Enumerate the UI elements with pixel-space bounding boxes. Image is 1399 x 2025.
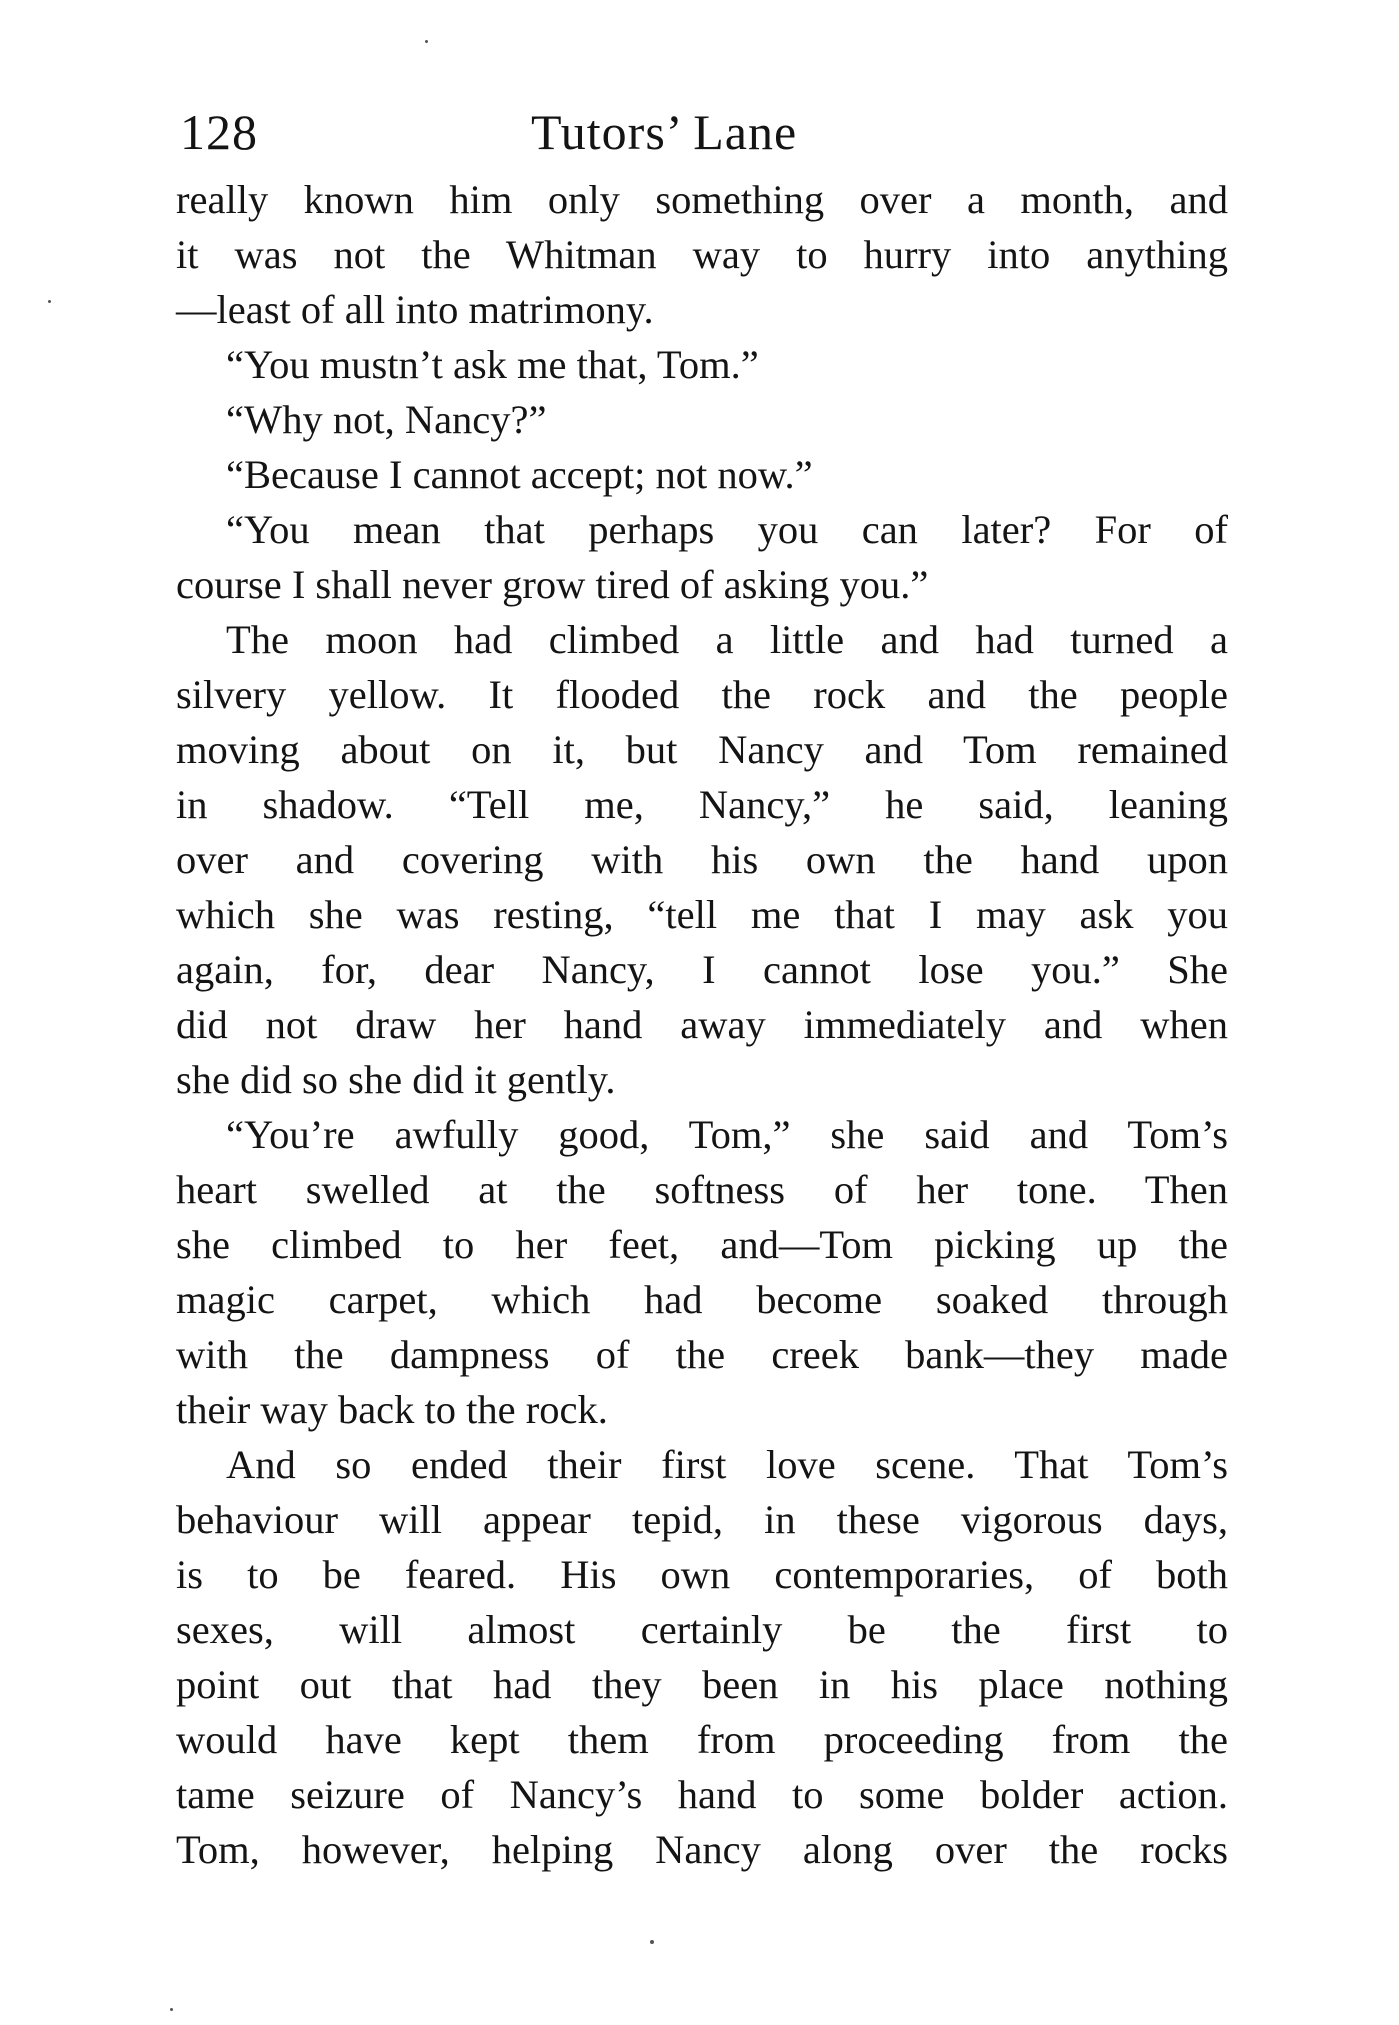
- text-line: their way back to the rock.: [176, 1387, 608, 1432]
- scan-speck: [48, 300, 51, 303]
- text-line: Tom, however, helping Nancy along over the rocks: [176, 1827, 1228, 1872]
- text-line: with the dampness of the creek bank—they made: [176, 1332, 1228, 1377]
- text-line: —least of all into matrimony.: [176, 287, 654, 332]
- text-line: really known him only something over a month, and: [176, 177, 1228, 222]
- page-number: 128: [180, 104, 258, 160]
- text-line: course I shall never grow tired of asking you.”: [176, 562, 929, 607]
- text-line: magic carpet, which had become soaked through: [176, 1277, 1228, 1322]
- scan-speck: [650, 1940, 654, 1944]
- text-line: would have kept them from proceeding from the: [176, 1717, 1228, 1762]
- text-line: And so ended their first love scene. That Tom’s: [226, 1442, 1228, 1487]
- running-head-title: Tutors’ Lane: [531, 104, 798, 160]
- text-line: point out that had they been in his place nothing: [176, 1662, 1228, 1707]
- text-line: behaviour will appear tepid, in these vigorous days,: [176, 1497, 1228, 1542]
- text-line: it was not the Whitman way to hurry into anything: [176, 232, 1228, 277]
- text-line: “You’re awfully good, Tom,” she said and Tom’s: [226, 1112, 1228, 1157]
- text-line: moving about on it, but Nancy and Tom remained: [176, 727, 1228, 772]
- scan-speck: [170, 2008, 173, 2011]
- body-text: [176, 172, 1228, 1877]
- text-line: “Because I cannot accept; not now.”: [226, 452, 813, 497]
- text-line: did not draw her hand away immediately and when: [176, 1002, 1228, 1047]
- text-line: sexes, will almost certainly be the first to: [176, 1607, 1228, 1652]
- text-line: The moon had climbed a little and had turned a: [226, 617, 1228, 662]
- text-line: which she was resting, “tell me that I may ask you: [176, 892, 1228, 937]
- text-line: again, for, dear Nancy, I cannot lose you.” She: [176, 947, 1228, 992]
- text-line: “You mustn’t ask me that, Tom.”: [226, 342, 759, 387]
- text-line: in shadow. “Tell me, Nancy,” he said, leaning: [176, 782, 1228, 827]
- text-line: heart swelled at the softness of her tone. Then: [176, 1167, 1228, 1212]
- text-line: over and covering with his own the hand upon: [176, 837, 1228, 882]
- text-line: is to be feared. His own contemporaries, of both: [176, 1552, 1228, 1597]
- text-line: silvery yellow. It flooded the rock and the people: [176, 672, 1228, 717]
- running-head: [176, 92, 1228, 172]
- text-line: she did so she did it gently.: [176, 1057, 616, 1102]
- text-line: “Why not, Nancy?”: [226, 397, 547, 442]
- text-line: “You mean that perhaps you can later? For of: [226, 507, 1228, 552]
- text-line: tame seizure of Nancy’s hand to some bolder action.: [176, 1772, 1228, 1817]
- scan-speck: [425, 40, 428, 43]
- text-line: she climbed to her feet, and—Tom picking up the: [176, 1222, 1228, 1267]
